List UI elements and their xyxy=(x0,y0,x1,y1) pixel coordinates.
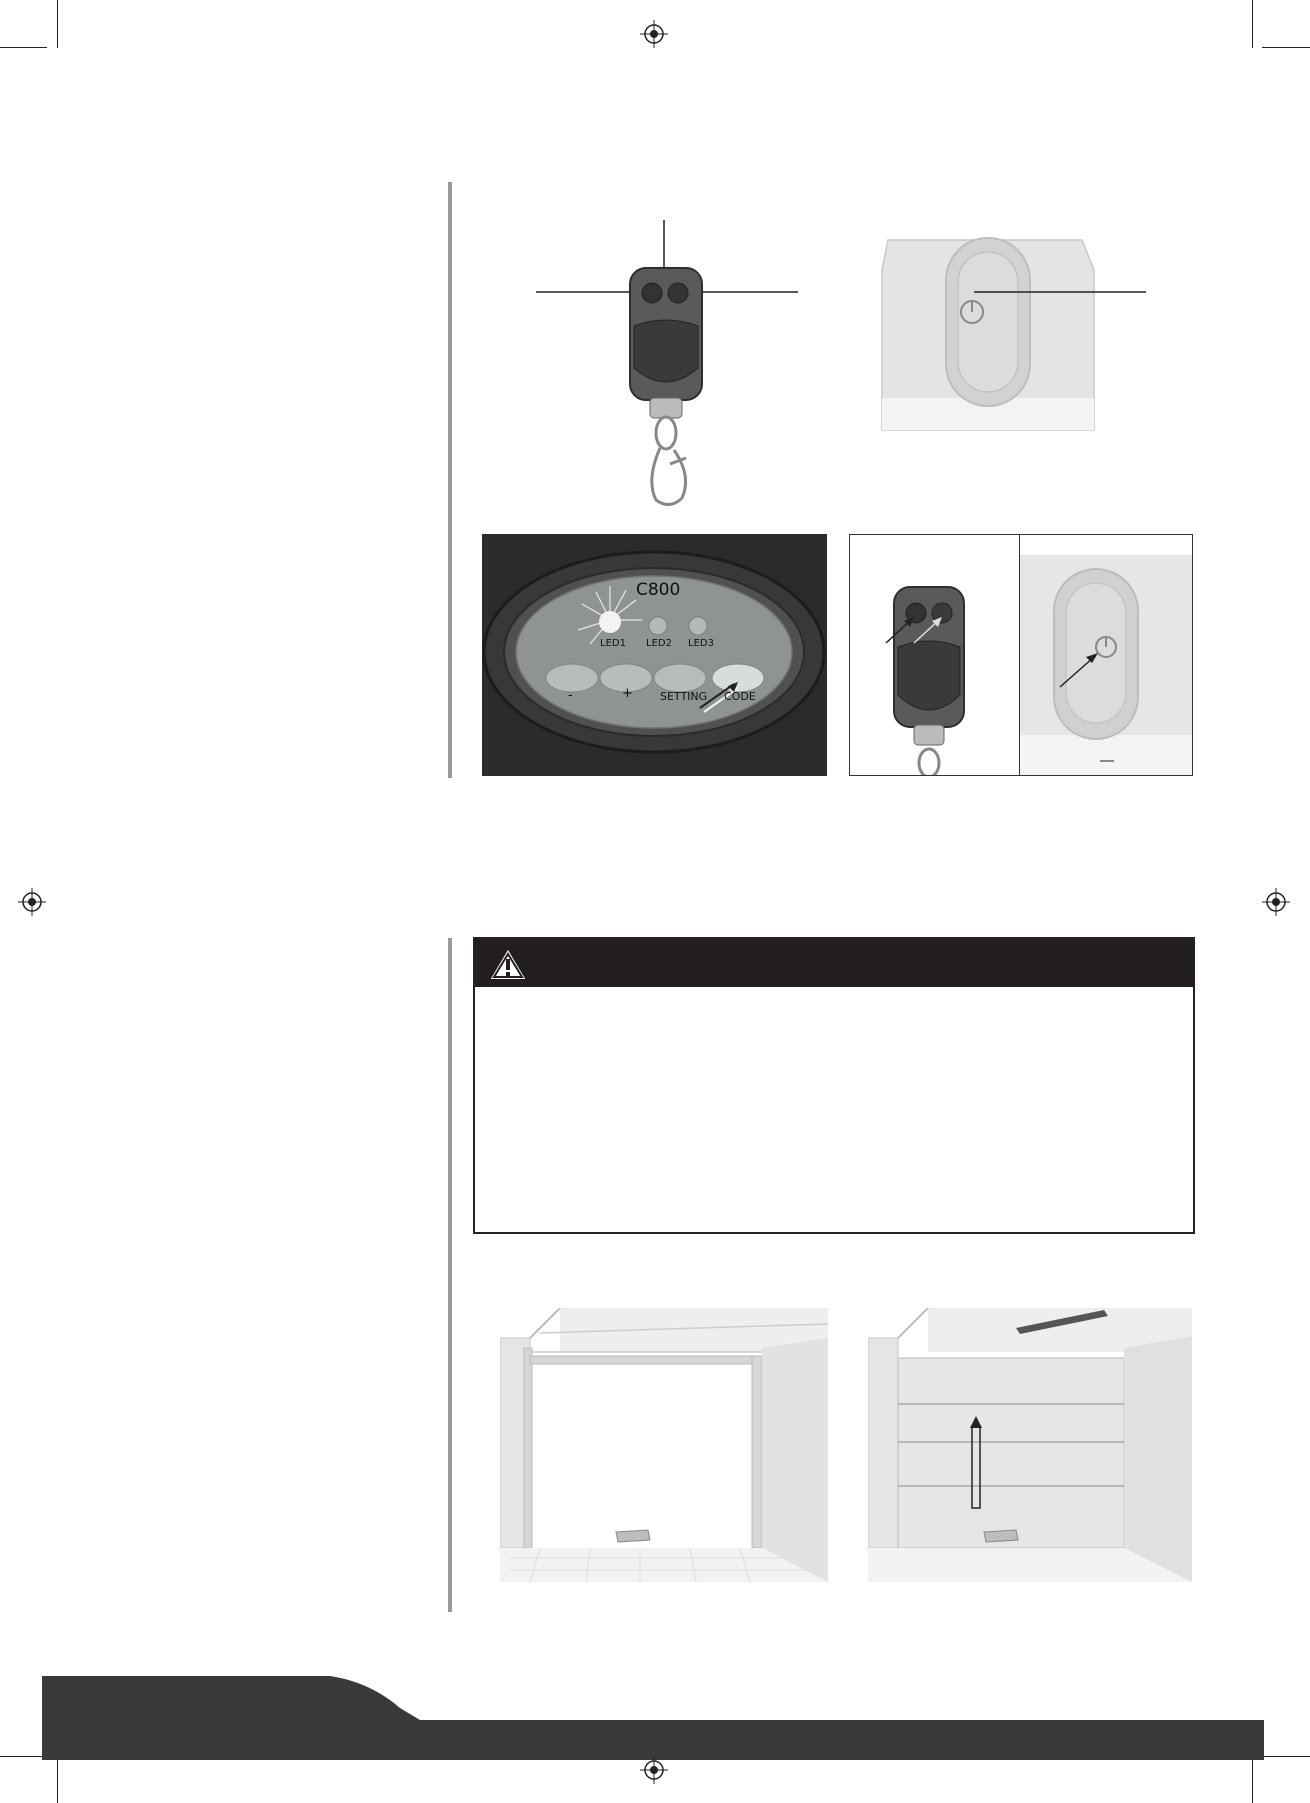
code-button-label: CODE xyxy=(724,690,756,703)
registration-mark-top xyxy=(638,18,670,50)
wall-button-pairing-panel xyxy=(1019,534,1193,776)
warning-triangle-icon xyxy=(487,945,529,983)
remote-pairing-panel xyxy=(849,534,1021,776)
led1-label: LED1 xyxy=(600,638,626,649)
remote-control-figure xyxy=(530,218,810,518)
plus-button-label: + xyxy=(622,686,633,701)
control-panel-photo xyxy=(482,534,827,776)
wall-button-figure xyxy=(872,230,1152,440)
minus-button-label: - xyxy=(568,688,573,703)
led3-label: LED3 xyxy=(688,638,714,649)
setting-button-label: SETTING xyxy=(660,690,708,703)
garage-open-illustration xyxy=(500,1308,828,1582)
warning-header xyxy=(475,939,1193,987)
registration-mark-right xyxy=(1260,886,1292,918)
garage-closed-illustration xyxy=(868,1308,1192,1582)
footer-band xyxy=(0,1672,1310,1762)
warning-box xyxy=(473,937,1195,1234)
registration-mark-bottom xyxy=(638,1754,670,1786)
section-rule-top xyxy=(448,182,452,778)
registration-mark-left xyxy=(16,886,48,918)
led2-label: LED2 xyxy=(646,638,672,649)
section-rule-bottom xyxy=(448,938,452,1612)
control-panel-model: C800 xyxy=(636,580,681,600)
